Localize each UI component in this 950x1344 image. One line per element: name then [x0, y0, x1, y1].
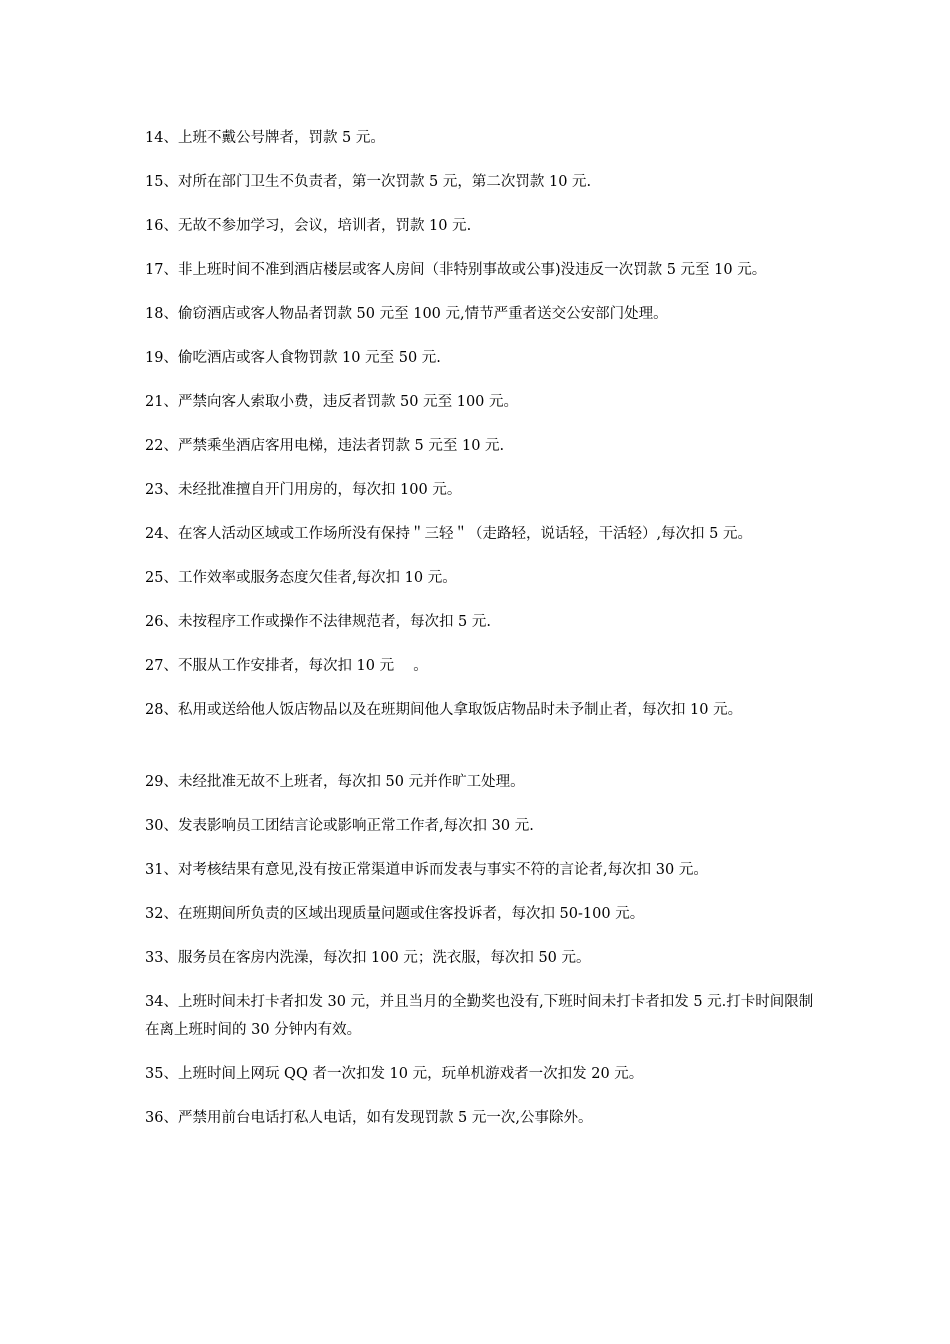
rule-item-26: 26、未按程序工作或操作不法律规范者，每次扣 5 元. [145, 614, 492, 630]
rule-item-36: 36、严禁用前台电话打私人电话，如有发现罚款 5 元一次,公事除外。 [145, 1110, 593, 1126]
rule-item-23: 23、未经批准擅自开门用房的，每次扣 100 元。 [145, 482, 462, 498]
rule-item-17: 17、非上班时间不准到酒店楼层或客人房间（非特别事故或公事)没违反一次罚款 5 元至 10 元。 [145, 262, 767, 278]
rule-item-24: 24、在客人活动区域或工作场所没有保持＂三轻＂（走路轻，说话轻，干活轻）,每次扣 5 元。 [145, 526, 752, 542]
rule-item-21: 21、严禁向客人索取小费，违反者罚款 50 元至 100 元。 [145, 394, 519, 410]
rule-item-32: 32、在班期间所负责的区域出现质量问题或住客投诉者，每次扣 50-100 元。 [145, 906, 645, 922]
rule-item-28: 28、私用或送给他人饭店物品以及在班期间他人拿取饭店物品时未予制止者，每次扣 10 元。 [145, 702, 743, 718]
rule-item-19: 19、偷吃酒店或客人食物罚款 10 元至 50 元. [145, 350, 441, 366]
rule-item-22: 22、严禁乘坐酒店客用电梯，违法者罚款 5 元至 10 元. [145, 438, 505, 454]
rule-item-16: 16、无故不参加学习，会议，培训者，罚款 10 元. [145, 218, 472, 234]
rule-item-33: 33、服务员在客房内洗澡，每次扣 100 元；洗衣服，每次扣 50 元。 [145, 950, 591, 966]
rule-item-14: 14、上班不戴公号牌者，罚款 5 元。 [145, 130, 385, 146]
rule-item-35: 35、上班时间上网玩 QQ 者一次扣发 10 元，玩单机游戏者一次扣发 20 元。 [145, 1066, 644, 1082]
rule-item-30: 30、发表影响员工团结言论或影响正常工作者,每次扣 30 元. [145, 818, 534, 834]
rule-item-27: 27、不服从工作安排者，每次扣 10 元 。 [145, 658, 428, 674]
rule-item-15: 15、对所在部门卫生不负责者，第一次罚款 5 元，第二次罚款 10 元. [145, 174, 592, 190]
rule-item-29: 29、未经批准无故不上班者，每次扣 50 元并作旷工处理。 [145, 774, 525, 790]
rule-item-34: 34、上班时间未打卡者扣发 30 元，并且当月的全勤奖也没有,下班时间未打卡者扣发 5 元.打卡时间限制在离上班时间的 30 分钟内有效。 [145, 994, 814, 1038]
rule-item-31: 31、对考核结果有意见,没有按正常渠道申诉而发表与事实不符的言论者,每次扣 30 元。 [145, 862, 708, 878]
rules-list [145, 124, 825, 1148]
rule-item-18: 18、偷窃酒店或客人物品者罚款 50 元至 100 元,情节严重者送交公安部门处理。 [145, 306, 668, 322]
rule-item-25: 25、工作效率或服务态度欠佳者,每次扣 10 元。 [145, 570, 457, 586]
